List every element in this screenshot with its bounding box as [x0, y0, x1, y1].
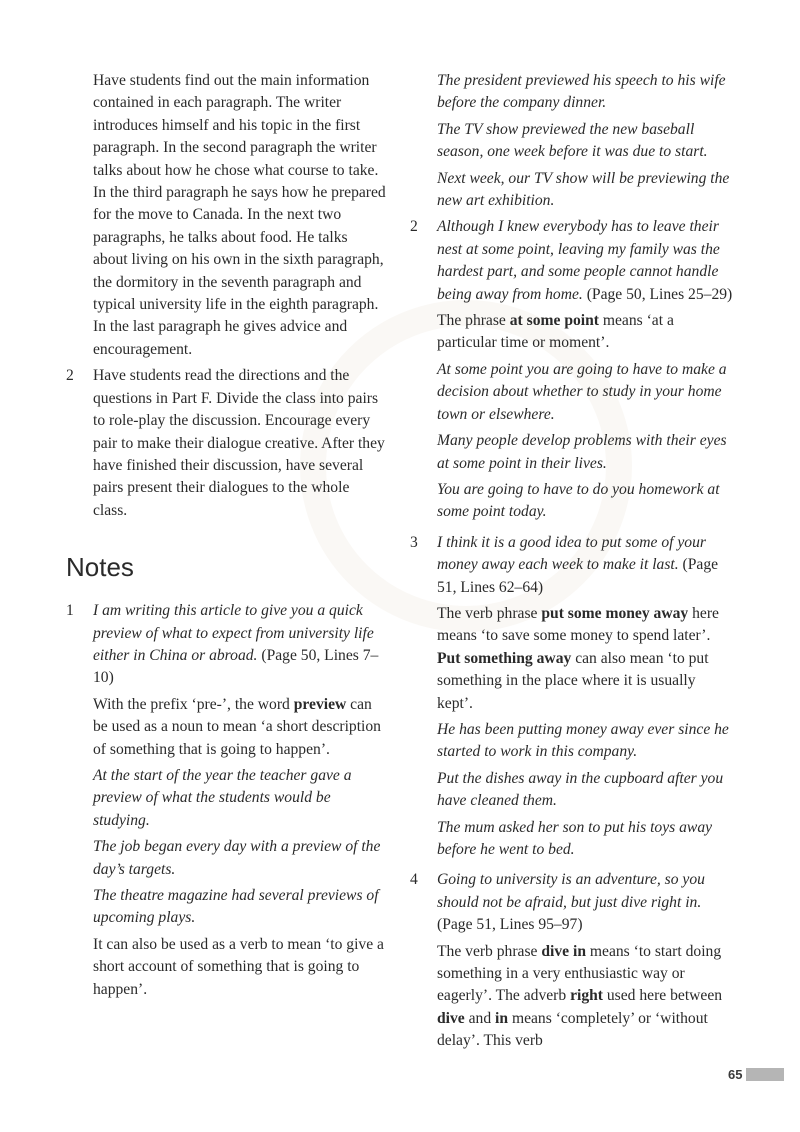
- page-reference: (Page 51, Lines 62–64): [437, 556, 719, 596]
- page-reference: (Page 51, Lines 95–97): [437, 916, 583, 934]
- example-sentence: The president previewed his speech to his wife before the company dinner.: [437, 72, 726, 112]
- example-sentence: Put the dishes away in the cupboard after you have cleaned them.: [437, 769, 724, 810]
- quote-text: Although I knew everybody has to leave their nest at some point, leaving my family was the hardest part, and some people cannot handle being away from home.: [437, 218, 720, 303]
- exp-text: means ‘at a particular time or moment’.: [437, 312, 674, 352]
- key-term: at some point: [509, 312, 599, 330]
- note-quote: [93, 600, 386, 690]
- note-explanation: It can also be used as a verb to mean ‘to give a short account of something that is going to happen’.: [93, 935, 384, 998]
- quote-text: I think it is a good idea to put some of your money away each week to make it last.: [437, 533, 706, 574]
- note-quote: [437, 216, 734, 306]
- page-number: 65: [728, 1066, 743, 1082]
- note-explanation: [437, 603, 734, 715]
- example-sentence: You are going to have to do you homework at some point today.: [437, 480, 720, 521]
- list-number: 2: [66, 367, 74, 385]
- exp-text: With the prefix ‘pre-’, the word: [93, 695, 294, 713]
- example-sentence: The TV show previewed the new baseball season, one week before it was due to start.: [437, 120, 708, 161]
- exp-text: and: [464, 1009, 496, 1027]
- note-number: 1: [66, 602, 74, 620]
- key-term: dive in: [541, 942, 586, 960]
- key-term: put some money away: [541, 604, 689, 622]
- key-term: dive: [437, 1009, 465, 1027]
- key-term: right: [570, 987, 603, 1005]
- page-reference: (Page 50, Lines 7–10): [93, 646, 379, 687]
- note-4: [410, 869, 734, 1056]
- example-sentence: At some point you are going to have to make a decision about whether to study in your home town or elsewhere.: [437, 360, 727, 423]
- intro-paragraph: [66, 70, 386, 361]
- note-1: [66, 600, 386, 1005]
- note-1-continued: [410, 70, 734, 212]
- key-term: in: [495, 1009, 509, 1027]
- note-explanation: [437, 310, 734, 355]
- example-sentence: The job began every day with a preview of the day’s targets.: [93, 838, 381, 878]
- exp-text: means ‘to start doing something in a very enthusiastic way or eagerly’. The adverb: [437, 942, 722, 1005]
- page-reference: (Page 50, Lines 25–29): [586, 285, 733, 303]
- exp-text: used here between: [602, 987, 723, 1005]
- exp-text: The verb phrase: [437, 942, 542, 960]
- list-item-text: Have students read the directions and the questions in Part F. Divide the class into pairs to role-play the discussion. Encourage every pair to make their dialogue creative. After they have finished their discussion, have several pairs present their dialogues to the whole class.: [93, 367, 385, 519]
- page-tab-bar: [746, 1068, 784, 1081]
- right-column: [410, 70, 734, 1061]
- example-sentence: At the start of the year the teacher gave a preview of what the students would be studying.: [93, 766, 352, 829]
- quote-text: I am writing this article to give you a quick preview of what to expect from university life either in China or abroad.: [93, 602, 374, 664]
- exp-text: The phrase: [437, 312, 510, 330]
- notes-heading: Notes: [66, 552, 134, 583]
- note-number: 4: [410, 871, 418, 889]
- example-sentence: Next week, our TV show will be previewing the new art exhibition.: [437, 169, 730, 210]
- example-sentence: Many people develop problems with their eyes at some point in their lives.: [437, 432, 727, 472]
- intro-text: Have students find out the main information contained in each paragraph. The writer introduces himself and his topic in the first paragraph. In the second paragraph the writer talks about how he chose what course to take. In the third paragraph he says how he prepared for the move to Canada. In the next two paragraphs, he talks about food. He talks about living on his own in the sixth paragraph, the dormitory in the seventh paragraph and typical university life in the eighth paragraph. In the last paragraph he gives advice and encouragement.: [93, 72, 386, 358]
- note-number: 2: [410, 218, 418, 236]
- list-item-2: [66, 365, 386, 526]
- note-number: 3: [410, 533, 418, 551]
- note-3: [410, 532, 734, 866]
- example-sentence: The theatre magazine had several previews of upcoming plays.: [93, 887, 379, 927]
- note-explanation: [93, 694, 386, 761]
- note-2: [410, 216, 734, 527]
- example-sentence: He has been putting money away ever since he started to work in this company.: [437, 720, 729, 761]
- note-explanation: [437, 941, 734, 1053]
- note-quote: [437, 869, 734, 936]
- quote-text: Going to university is an adventure, so you should not be afraid, but just dive right in.: [437, 871, 705, 911]
- exp-text: means ‘completely’ or ‘without delay’. This verb: [437, 1009, 708, 1050]
- left-column: [66, 70, 386, 1009]
- key-term: preview: [293, 695, 347, 713]
- exp-text: here means ‘to save some money to spend later’.: [437, 604, 719, 645]
- exp-text: can be used as a noun to mean ‘a short description of something that is going to happen’.: [93, 695, 381, 758]
- key-term: Put something away: [437, 649, 572, 667]
- note-quote: [437, 532, 734, 599]
- exp-text: can also mean ‘to put something in the place where it is usually kept’.: [437, 649, 709, 712]
- exp-text: The verb phrase: [437, 604, 542, 622]
- example-sentence: The mum asked her son to put his toys away before he went to bed.: [437, 818, 713, 858]
- page-footer: [728, 1066, 784, 1082]
